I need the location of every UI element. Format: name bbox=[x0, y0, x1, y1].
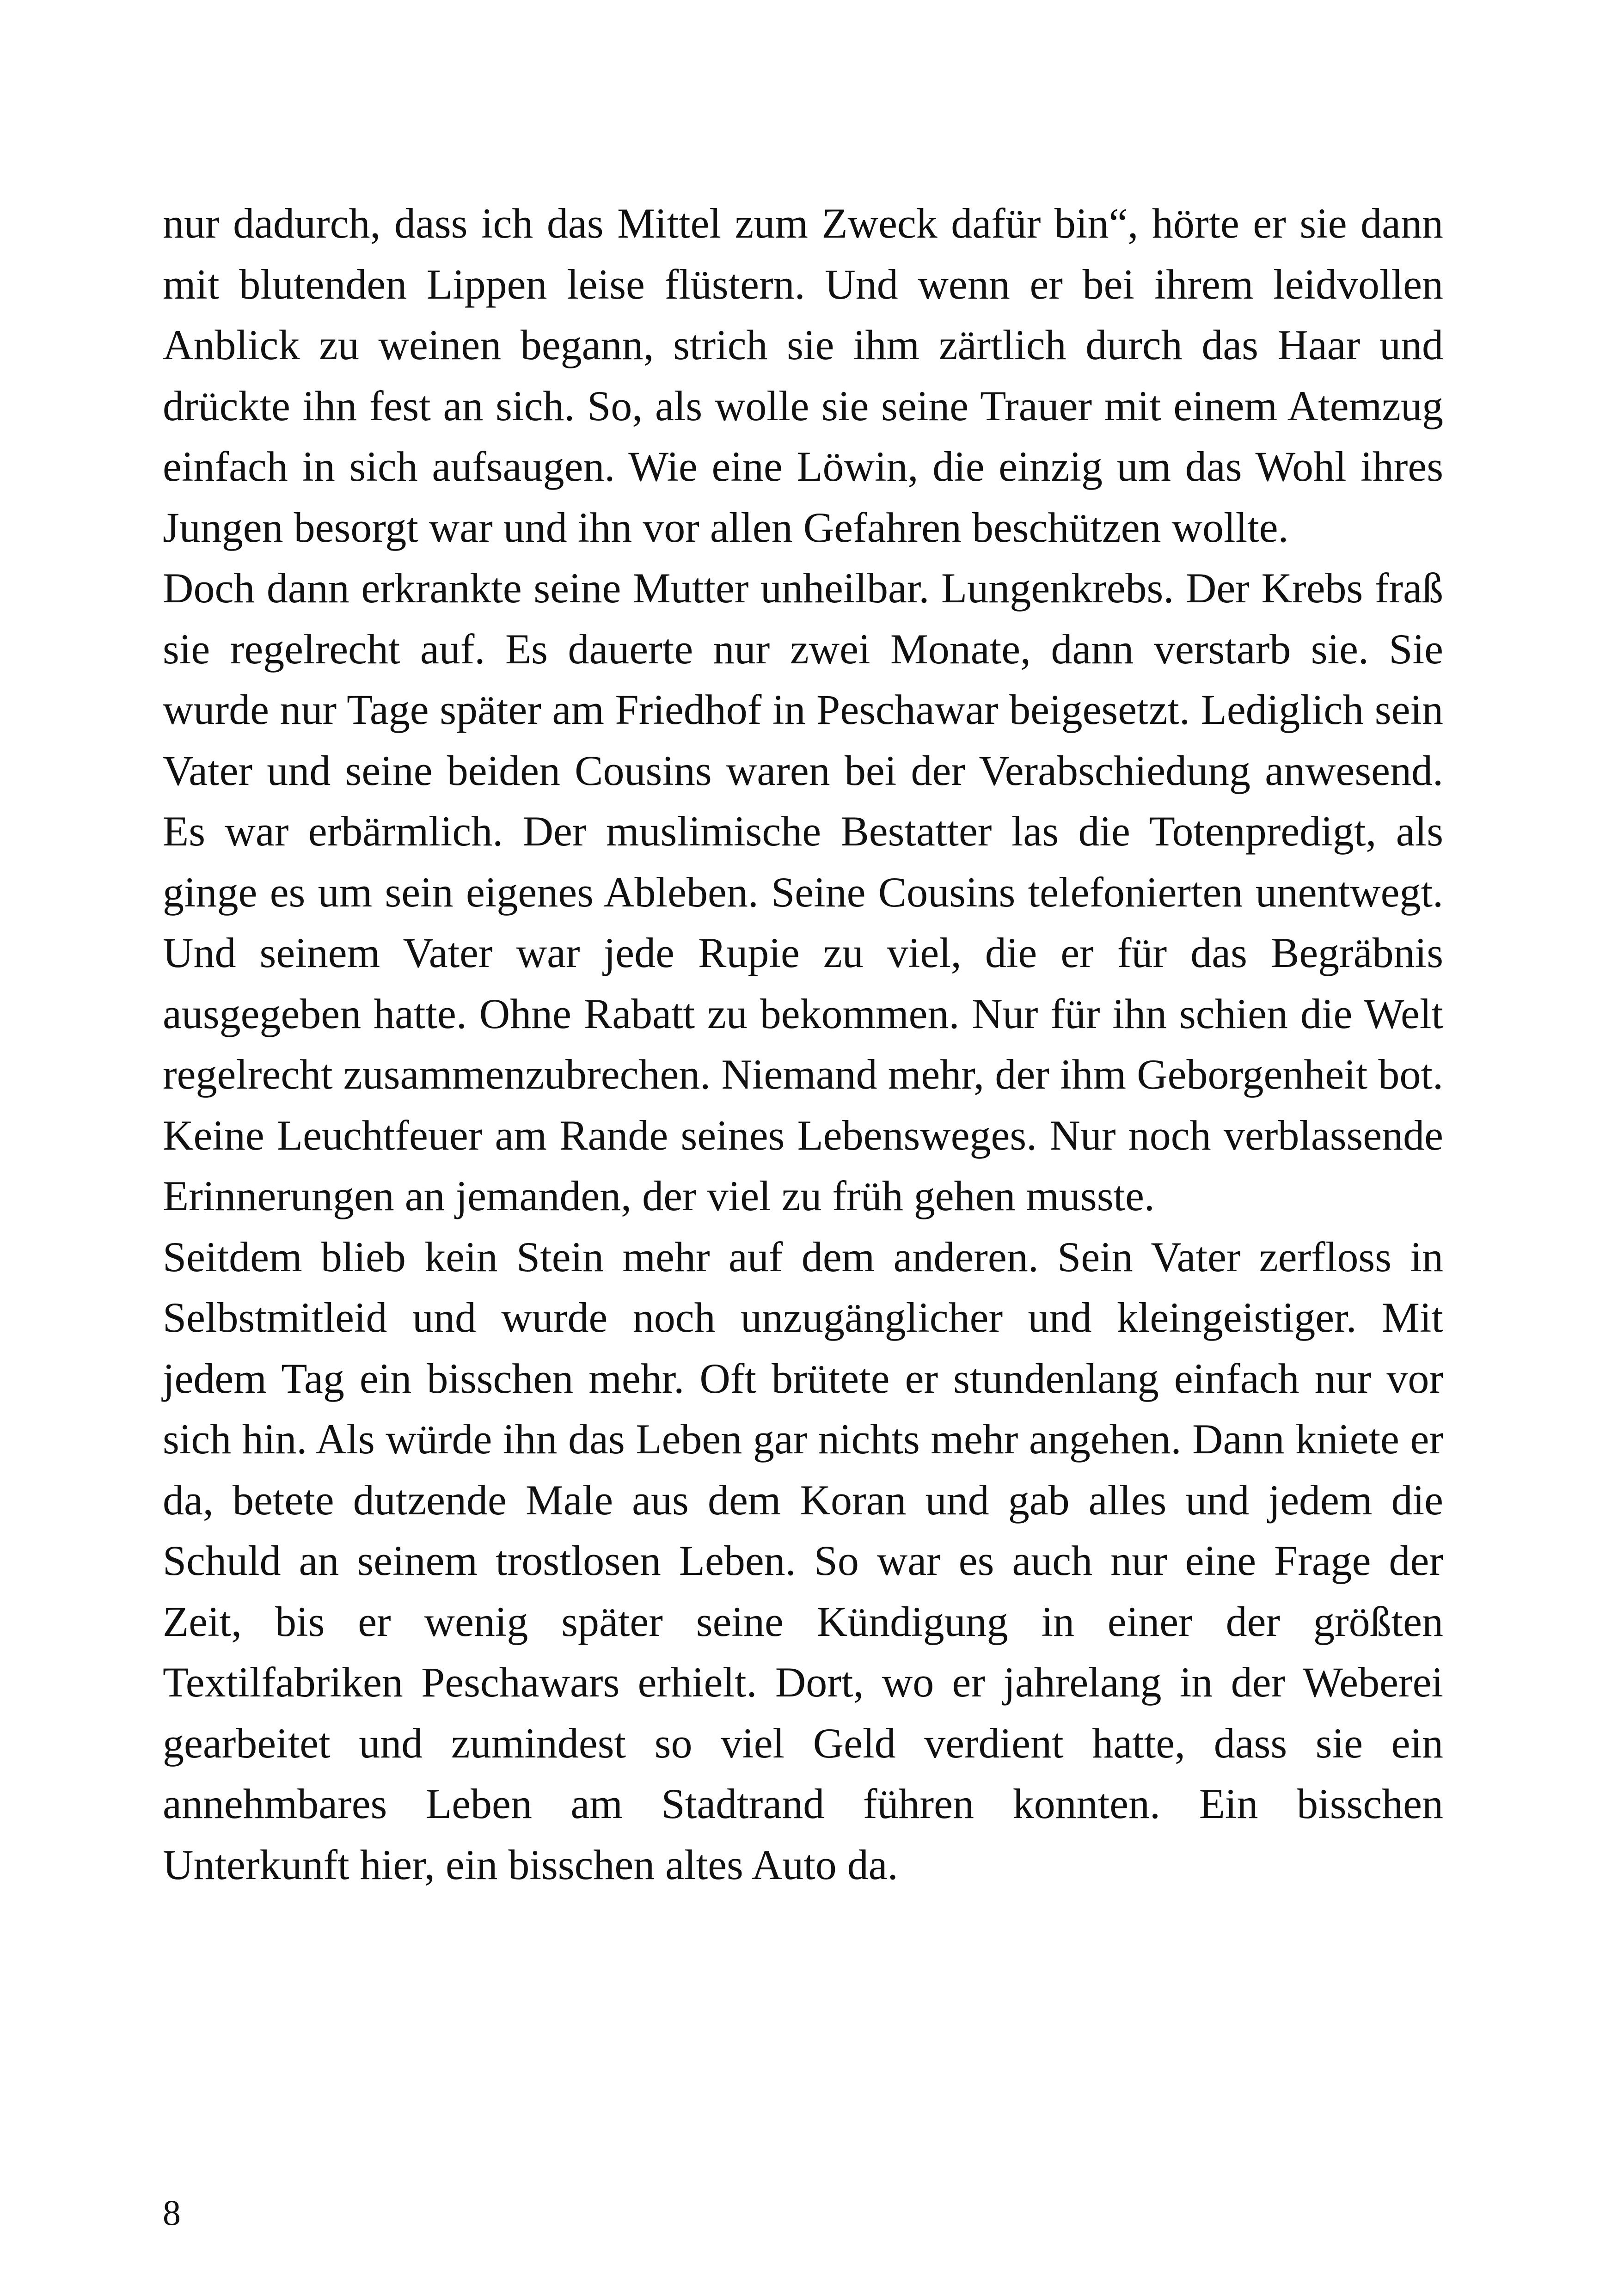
page-number: 8 bbox=[163, 2192, 181, 2233]
paragraph-3: Seitdem blieb kein Stein mehr auf dem anderen. Sein Vater zerfloss in Selbstmitleid und wurde noch unzugänglicher und kleingeistiger. Mit jedem Tag ein bisschen mehr. Oft brütete er stundenlang einfach nur vor sich hin. Als würde ihn das Leben gar nichts mehr angehen. Dann kniete er da, betete dutzende Male aus dem Koran und gab alles und jedem die Schuld an seinem trostlosen Leben. So war es auch nur eine Frage der Zeit, bis er wenig später seine Kündigung in einer der größten Textilfabriken Peschawars erhielt. Dort, wo er jahrelang in der Weberei gearbeitet und zumindest so viel Geld verdient hatte, dass sie ein annehmbares Leben am Stadtrand führen konnten. Ein bisschen Unterkunft hier, ein bisschen altes Auto da. bbox=[163, 1233, 1443, 1888]
body-text bbox=[163, 193, 1443, 1895]
paragraph-1: nur dadurch, dass ich das Mittel zum Zweck dafür bin“, hörte er sie dann mit blutenden Lippen leise flüstern. Und wenn er bei ihrem leidvollen Anblick zu weinen begann, strich sie ihm zärtlich durch das Haar und drückte ihn fest an sich. So, als wolle sie seine Trauer mit einem Atemzug einfach in sich aufsaugen. Wie eine Löwin, die einzig um das Wohl ihres Jungen besorgt war und ihn vor allen Gefahren beschützen wollte. bbox=[163, 200, 1443, 551]
paragraph-2: Doch dann erkrankte seine Mutter unheilbar. Lungenkrebs. Der Krebs fraß sie regelrecht auf. Es dauerte nur zwei Monate, dann verstarb sie. Sie wurde nur Tage später am Friedhof in Peschawar beigesetzt. Lediglich sein Vater und seine beiden Cousins waren bei der Verabschiedung anwesend. Es war erbärmlich. Der muslimische Bestatter las die Totenpredigt, als ginge es um sein eigenes Ableben. Seine Cousins telefonierten unentwegt. Und seinem Vater war jede Rupie zu viel, die er für das Begräbnis ausgegeben hatte. Ohne Rabatt zu bekommen. Nur für ihn schien die Welt regelrecht zusammenzubrechen. Niemand mehr, der ihm Geborgenheit bot. Keine Leuchtfeuer am Rande seines Lebensweges. Nur noch verblassende Erinnerungen an jemanden, der viel zu früh gehen musste. bbox=[163, 564, 1443, 1219]
